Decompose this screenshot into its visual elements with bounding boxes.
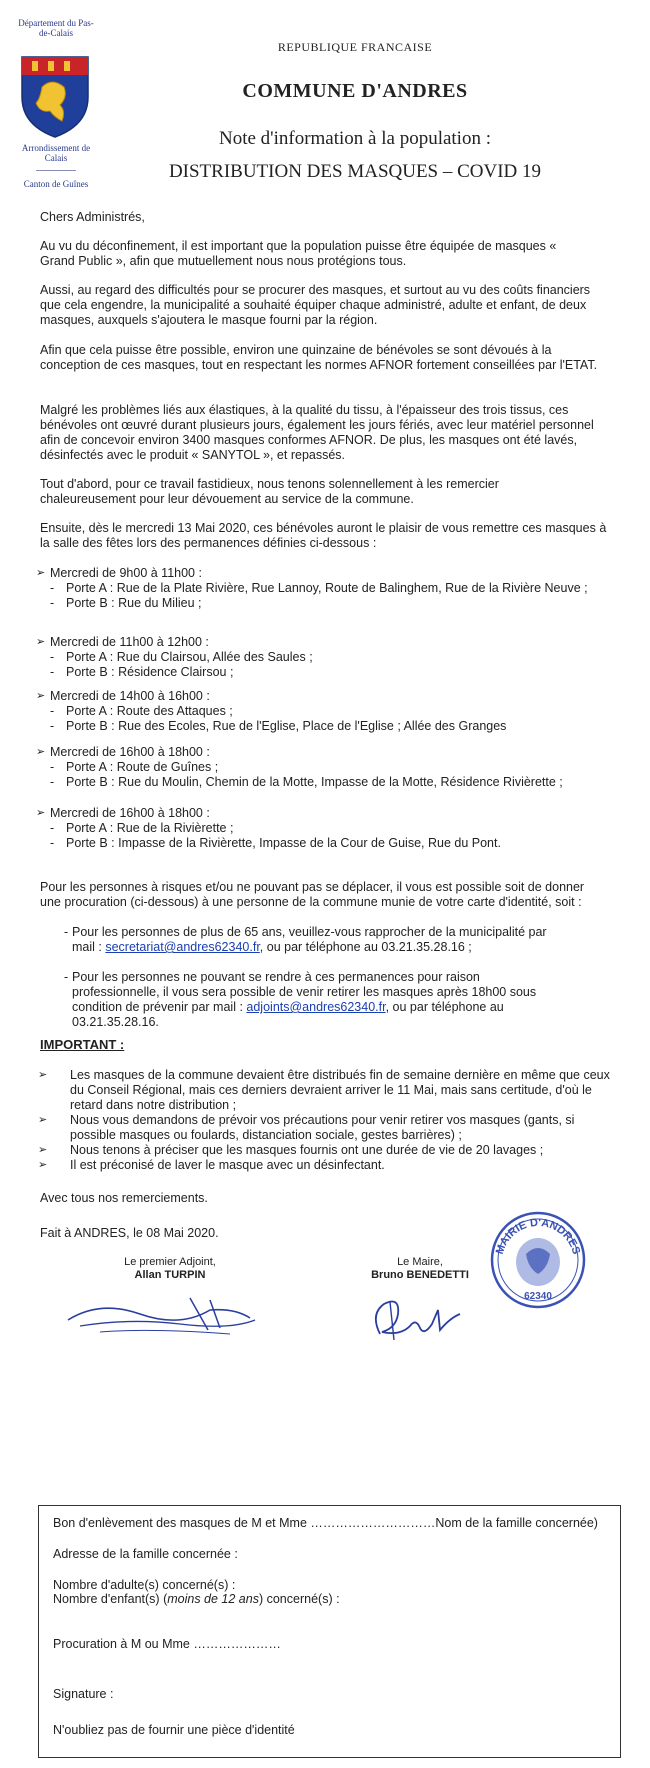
maire-handwritten-signature	[360, 1284, 470, 1344]
risk-item-2-phone: , ou par téléphone au 03.21.35.28.16.	[72, 1000, 504, 1029]
subject-title: DISTRIBUTION DES MASQUES – COVID 19	[168, 161, 542, 182]
schedule-porte-a: - Porte A : Route des Attaques ;	[36, 704, 611, 719]
adjoint-handwritten-signature	[60, 1290, 260, 1340]
schedule-time: ➢ Mercredi de 16h00 à 18h00 :	[36, 806, 611, 821]
important-title: IMPORTANT :	[40, 1037, 125, 1052]
schedule-block-4	[36, 745, 611, 790]
commune-title: COMMUNE D'ANDRES	[242, 80, 468, 102]
departement-label: Département du Pas-de-Calais	[18, 18, 94, 38]
schedule-porte-b: - Porte B : Résidence Clairsou ;	[36, 665, 611, 680]
coat-of-arms-icon	[18, 53, 92, 139]
schedule-block-3	[36, 689, 611, 734]
schedule-porte-a: - Porte A : Rue de la Plate Rivière, Rue Lannoy, Route de Balinghem, Rue de la Rivière Neuve ;	[36, 581, 611, 596]
maire-name: Bruno BENEDETTI	[371, 1269, 469, 1281]
important-item-1: ➢ Les masques de la commune devaient être distribués fin de semaine dernière en même que ceux du Conseil Régional, mais ces derniers devraient arriver le 11 Mai, mais sans certitude, d'où le retard dans notre distribution ;	[38, 1068, 613, 1113]
maire-role: Le Maire,	[397, 1256, 443, 1268]
schedule-porte-b: - Porte B : Rue du Moulin, Chemin de la Motte, Impasse de la Motte, Résidence Rivièrette ;	[36, 775, 611, 790]
coupon-children-age: moins de 12 ans	[167, 1592, 259, 1606]
coupon-signature-field[interactable]: Signature :	[53, 1687, 114, 1701]
paragraph-6: Ensuite, dès le mercredi 13 Mai 2020, ces bénévoles auront le plaisir de vous remettre ces masques à la salle des fêtes lors des permanences définies ci-dessous :	[40, 521, 607, 550]
paragraph-5: Tout d'abord, pour ce travail fastidieux, nous tenons solennellement à les remercier chaleureusement pour leur dévouement au service de la commune.	[40, 477, 499, 506]
paragraph-3: Afin que cela puisse être possible, environ une quinzaine de bénévoles se sont dévoués à la conception de ces masques, tout en respectant les normes AFNOR fortement conseillées par l'ETAT.	[40, 343, 598, 372]
schedule-porte-b: - Porte B : Impasse de la Rivièrette, Impasse de la Cour de Guise, Rue du Pont.	[36, 836, 611, 851]
coupon-id-reminder: N'oubliez pas de fournir une pièce d'identité	[53, 1723, 295, 1737]
schedule-time: ➢ Mercredi de 16h00 à 18h00 :	[36, 745, 611, 760]
schedule-block-1	[36, 566, 611, 611]
adjoints-email-link[interactable]: adjoints@andres62340.fr	[246, 1000, 386, 1014]
coupon-address-field[interactable]: Adresse de la famille concernée :	[53, 1547, 238, 1561]
mairie-stamp	[488, 1210, 588, 1310]
schedule-block-5	[36, 806, 611, 851]
important-list	[38, 1068, 613, 1173]
schedule-porte-a: - Porte A : Rue de la Rivièrette ;	[36, 821, 611, 836]
republic-header: REPUBLIQUE FRANCAISE	[277, 40, 433, 54]
coupon-family-label: Bon d'enlèvement des masques de M et Mme …………………………	[53, 1516, 436, 1530]
schedule-porte-b: - Porte B : Rue des Ecoles, Rue de l'Eglise, Place de l'Eglise ; Allée des Granges	[36, 719, 611, 734]
paragraph-2: Aussi, au regard des difficultés pour se procurer des masques, et surtout au vu des coûts financiers que cela engendre, la municipalité a souhaité équiper chaque administré, adulte et enfant, de deux masques, auxquels s'ajoutera le masque fourni par la région.	[40, 283, 591, 327]
thanks-line: Avec tous nos remerciements.	[40, 1191, 208, 1205]
schedule-time: ➢ Mercredi de 11h00 à 12h00 :	[36, 635, 611, 650]
coupon-adults-field[interactable]: Nombre d'adulte(s) concerné(s) :	[53, 1578, 236, 1592]
adjoint-signature-block	[90, 1256, 250, 1282]
sidebar-divider	[36, 170, 76, 171]
schedule-porte-b: - Porte B : Rue du Milieu ;	[36, 596, 611, 611]
coupon-family-hint: Nom de la famille concernée)	[435, 1516, 598, 1530]
paragraph-1: Au vu du déconfinement, il est important que la population puisse être équipée de masques « Grand Public », afin que mutuellement nous nous protégions tous.	[40, 239, 557, 268]
greeting: Chers Administrés,	[40, 210, 145, 224]
maire-signature-block	[345, 1256, 495, 1282]
arrondissement-label: Arrondissement de Calais	[21, 143, 91, 163]
coupon-children-label: Nombre d'enfant(s) (	[53, 1592, 168, 1606]
schedule-porte-a: - Porte A : Rue du Clairsou, Allée des Saules ;	[36, 650, 611, 665]
coupon-children-suffix: ) concerné(s) :	[258, 1592, 340, 1606]
risk-item-2	[50, 970, 570, 1030]
important-item-3: ➢ Nous tenons à préciser que les masques fournis ont une durée de vie de 20 lavages ;	[38, 1143, 613, 1158]
coupon-children-field[interactable]	[53, 1592, 340, 1606]
adjoint-role: Le premier Adjoint,	[124, 1256, 216, 1268]
risk-item-1-text: Pour les personnes de plus de 65 ans, veuillez-vous rapprocher de la municipalité par mail :	[72, 925, 547, 954]
risk-item-1	[50, 925, 570, 955]
pickup-coupon-form	[38, 1505, 621, 1758]
risk-item-1-phone: , ou par téléphone au 03.21.35.28.16 ;	[259, 940, 472, 954]
risk-item-2-text: Pour les personnes ne pouvant se rendre à ces permanences pour raison professionnelle, il vous sera possible de venir retirer les masques après 18h00 sous condition de prévenir par mail :	[72, 970, 537, 1014]
schedule-block-2	[36, 635, 611, 680]
coupon-family-line[interactable]	[53, 1516, 598, 1530]
schedule-porte-a: - Porte A : Route de Guînes ;	[36, 760, 611, 775]
important-item-4: ➢ Il est préconisé de laver le masque avec un désinfectant.	[38, 1158, 613, 1173]
date-line: Fait à ANDRES, le 08 Mai 2020.	[40, 1226, 219, 1240]
note-title: Note d'information à la population :	[218, 128, 491, 149]
schedule-time: ➢ Mercredi de 14h00 à 16h00 :	[36, 689, 611, 704]
schedule-time: ➢ Mercredi de 9h00 à 11h00 :	[36, 566, 611, 581]
coupon-procuration-field[interactable]: Procuration à M ou Mme …………………	[53, 1637, 281, 1651]
paragraph-4: Malgré les problèmes liés aux élastiques, à la qualité du tissu, à l'épaisseur des trois tissus, ces bénévoles ont œuvré durant plusieurs jours, également les jours fériés, avec leur matériel personnel afin de concevoir environ 3400 masques conformes AFNOR. De plus, les masques ont été lavés, désinfectés avec le produit « SANYTOL », et repassés.	[40, 403, 594, 462]
important-item-2: ➢ Nous vous demandons de prévoir vos précautions pour venir retirer vos masques (gants, si possible masques ou foulards, distanciation sociale, gestes barrières) ;	[38, 1113, 613, 1143]
risk-intro: Pour les personnes à risques et/ou ne pouvant pas se déplacer, il vous est possible soit de donner une procuration (ci-dessous) à une personne de la commune munie de votre carte d'identité, soit :	[40, 880, 585, 909]
canton-label: Canton de Guînes	[23, 179, 89, 189]
adjoint-name: Allan TURPIN	[134, 1269, 206, 1281]
secretariat-email-link[interactable]: secretariat@andres62340.fr	[105, 940, 260, 954]
stamp-text: MAIRIE D'ANDRES	[493, 1216, 583, 1256]
stamp-code: 62340	[524, 1291, 552, 1302]
